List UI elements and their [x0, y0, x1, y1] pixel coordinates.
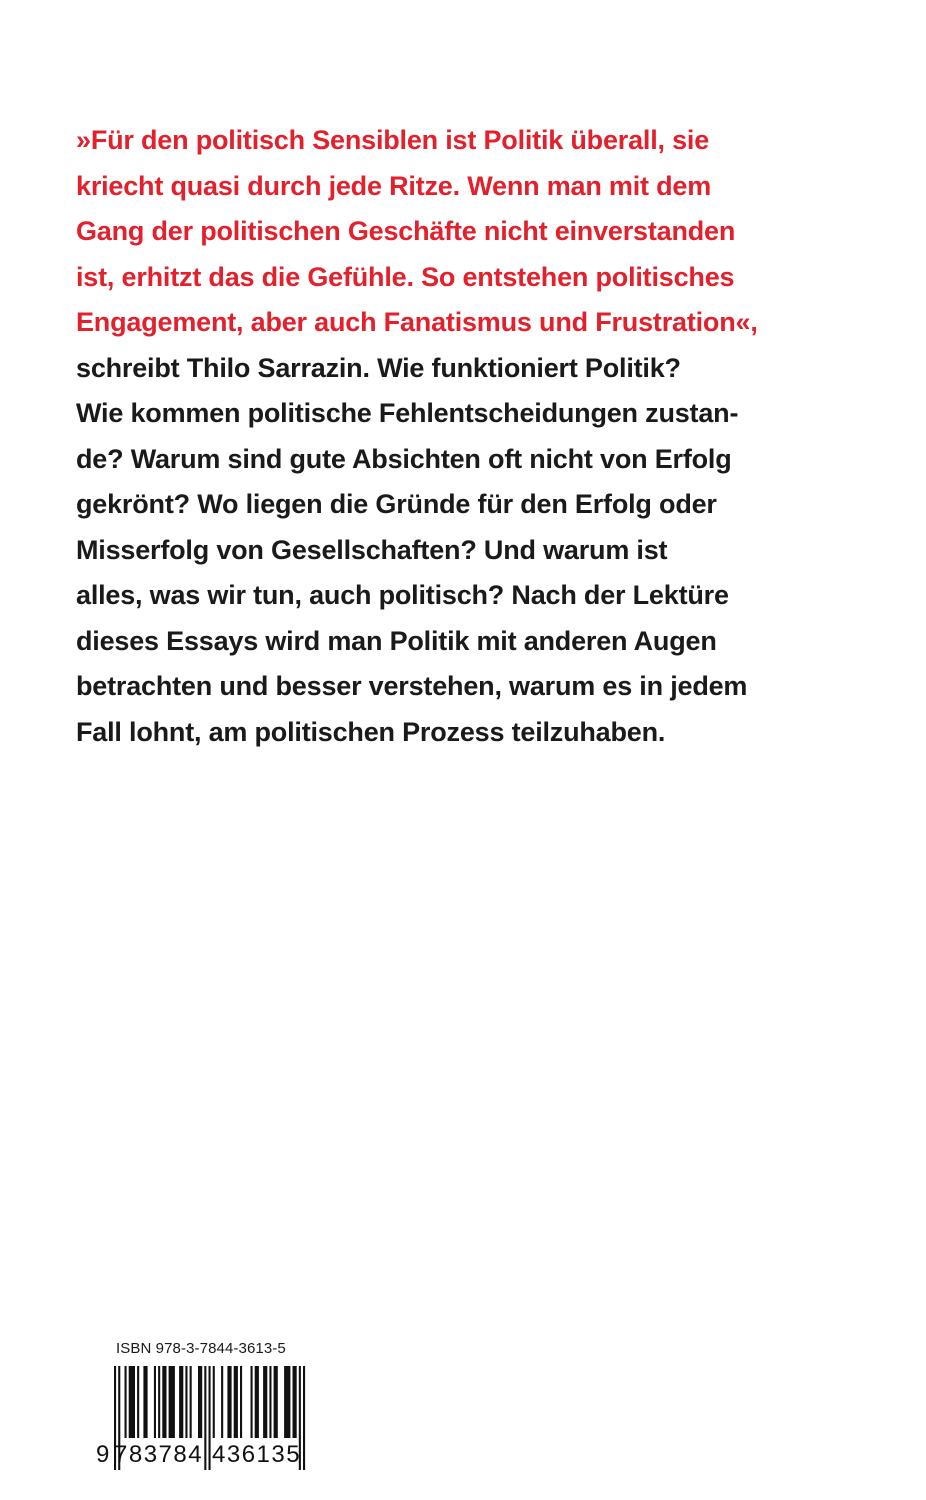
barcode-digits [96, 1437, 312, 1477]
barcode-bar [255, 1366, 259, 1438]
quote-line: ist, erhitzt das die Gefühle. So entstehen politisches [76, 261, 735, 292]
body-line: gekrönt? Wo liegen die Gründe für den Erfolg oder [76, 489, 717, 519]
body-line: Misserfolg von Gesellschaften? Und warum ist [76, 534, 668, 565]
quote-line: Gang der politischen Geschäfte nicht einverstanden [76, 216, 736, 246]
barcode-left-group: 783784 [114, 1441, 204, 1468]
isbn-label: ISBN 978-3-7844-3613-5 [116, 1340, 286, 1357]
body-line: de? Warum sind gute Absichten oft nicht von Erfolg [76, 443, 732, 474]
barcode-bar [198, 1366, 202, 1438]
barcode-bar [269, 1366, 271, 1438]
barcode-right-group: 436135 [212, 1441, 302, 1468]
barcode-bar [137, 1366, 139, 1438]
body-line: schreibt Thilo Sarrazin. Wie funktioniert Politik? [76, 352, 681, 383]
barcode-bar [221, 1366, 223, 1438]
barcode-bar [227, 1366, 231, 1438]
barcode-bar [251, 1366, 253, 1438]
barcode-bar [143, 1366, 147, 1438]
barcode-bar [263, 1366, 267, 1438]
barcode-bar [154, 1366, 156, 1438]
barcode-bar [234, 1366, 238, 1438]
back-cover-blurb [76, 118, 866, 755]
body-line: Fall lohnt, am politischen Prozess teilzuhaben. [76, 716, 666, 747]
body-line: Wie kommen politische Fehlentscheidungen zustan- [76, 398, 739, 428]
barcode-bar [190, 1366, 192, 1438]
quote-line: kriecht quasi durch jede Ritze. Wenn man mit dem [76, 170, 712, 201]
barcode-bar [185, 1366, 187, 1438]
barcode-bar [213, 1366, 215, 1438]
barcode-bar [240, 1366, 242, 1438]
body-line: betrachten und besser verstehen, warum es in jedem [76, 671, 748, 701]
barcode-bar [293, 1366, 297, 1438]
barcode-bar [129, 1366, 135, 1438]
body-line: alles, was wir tun, auch politisch? Nach der Lektüre [76, 580, 729, 610]
quote-line: Engagement, aber auch Fanatismus und Frustration«, [76, 307, 758, 337]
barcode-bar [158, 1366, 160, 1438]
barcode-first-digit: 9 [96, 1441, 110, 1468]
barcode-bar [169, 1366, 175, 1438]
barcode-bar [274, 1366, 278, 1438]
barcode-bar [162, 1366, 166, 1438]
quote-line: »Für den politisch Sensiblen ist Politik überall, sie [76, 125, 710, 155]
barcode-bar [284, 1366, 290, 1438]
barcode-bar [125, 1366, 127, 1438]
body-line: dieses Essays wird man Politik mit anderen Augen [76, 625, 717, 656]
barcode-bar [179, 1366, 183, 1438]
